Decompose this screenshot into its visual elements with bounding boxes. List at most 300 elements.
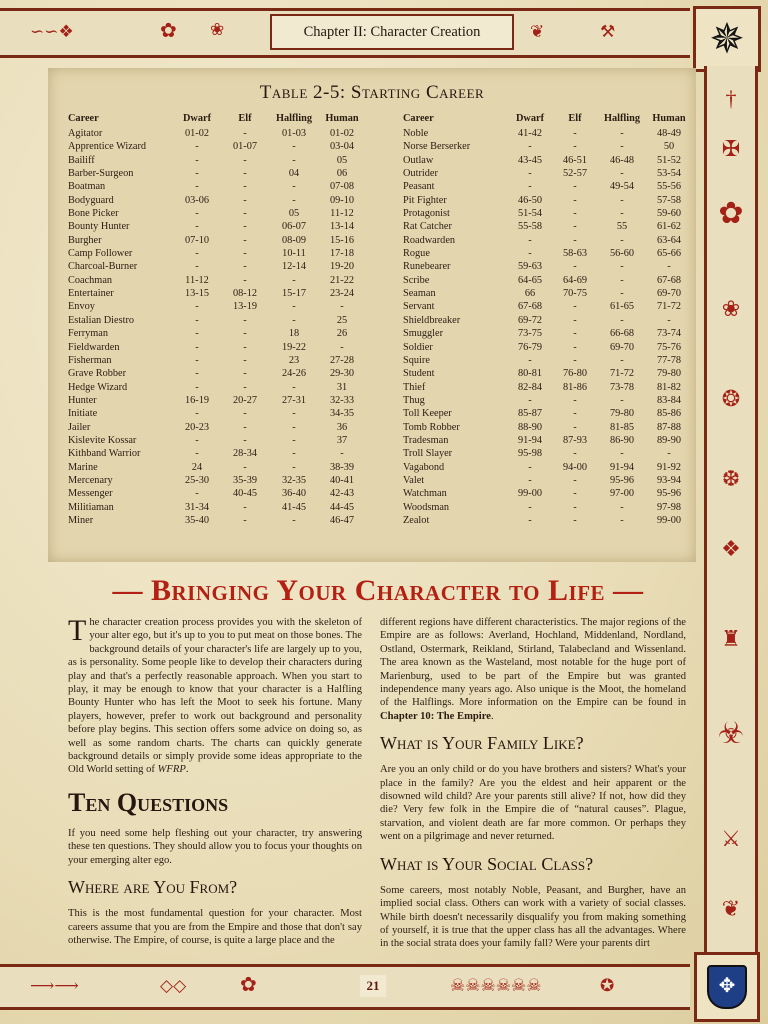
page-number: 21 xyxy=(360,975,386,997)
career-name-cell: Shieldbreaker xyxy=(403,314,461,326)
roll-range-cell: - xyxy=(195,408,199,420)
table-row xyxy=(403,140,691,153)
table-row xyxy=(403,394,691,407)
table-row xyxy=(403,194,691,207)
roll-range-cell: - xyxy=(573,354,577,366)
roll-range-cell: 66 xyxy=(524,288,536,300)
roll-range-cell: 26 xyxy=(336,328,348,340)
roll-range-cell: - xyxy=(573,394,577,406)
table-row xyxy=(68,260,364,273)
roll-range-cell: 81-85 xyxy=(609,421,635,433)
wheel-ornament-icon: ✪ xyxy=(600,976,615,995)
career-name-cell: Squire xyxy=(403,354,430,366)
dagger-ornament-icon: † xyxy=(725,86,737,111)
roll-range-cell: 25-30 xyxy=(184,474,210,486)
roll-range-cell: 37 xyxy=(336,434,348,446)
career-name-cell: Outlaw xyxy=(403,154,434,166)
roll-range-cell: - xyxy=(195,368,199,380)
roll-range-cell: 42-43 xyxy=(329,488,355,500)
regions-text: different regions have different characteristics. The major regions of the Empire are as follows: Averland, Hochland, Middenland, Nordland, Ostland, Ostermark, Reikland, Stirland, Talabecland and Wissenland. The area known as the Wasteland, most notable for the huge port of Marienburg, used to be part of the Empire but was granted independence many years ago. Also unique is the Moot, the homeland of the Halflings. More information on the Empire can be found in xyxy=(380,617,686,709)
roll-range-cell: 13-15 xyxy=(184,288,210,300)
column-header: Human xyxy=(652,113,686,124)
roll-range-cell: 07-10 xyxy=(184,234,210,246)
roll-range-cell: 51-52 xyxy=(656,154,682,166)
roll-range-cell: - xyxy=(573,261,577,273)
shield-crest-icon: ✥ xyxy=(707,965,747,1009)
roll-range-cell: - xyxy=(243,421,247,433)
column-header: Dwarf xyxy=(182,113,212,124)
career-name-cell: Initiate xyxy=(68,408,98,420)
career-name-cell: Barber-Surgeon xyxy=(68,168,134,180)
roll-range-cell: 49-54 xyxy=(609,181,635,193)
table-row xyxy=(403,474,691,487)
where-heading: Where are You From? xyxy=(68,877,238,898)
roll-range-cell: 32-35 xyxy=(281,474,307,486)
goblet-ornament-icon: ❦ xyxy=(530,22,545,41)
table-title: Table 2-5: Starting Career xyxy=(259,82,485,103)
roll-range-cell: 99-00 xyxy=(517,488,543,500)
table-row xyxy=(68,220,364,233)
table-row xyxy=(68,207,364,220)
roll-range-cell: 51-54 xyxy=(517,208,543,220)
table-row xyxy=(403,300,691,313)
career-name-cell: Seaman xyxy=(403,288,436,300)
career-name-cell: Envoy xyxy=(68,301,95,313)
roll-range-cell: - xyxy=(195,434,199,446)
roll-range-cell: - xyxy=(195,141,199,153)
career-name-cell: Smuggler xyxy=(403,328,444,340)
table-row xyxy=(403,487,691,500)
roll-range-cell: 77-78 xyxy=(656,354,682,366)
table-row xyxy=(403,354,691,367)
roll-range-cell: 13-19 xyxy=(232,301,258,313)
roll-range-cell: 29-30 xyxy=(329,368,355,380)
roll-range-cell: - xyxy=(573,328,577,340)
chapter-title: Chapter II: Character Creation xyxy=(270,14,514,50)
roll-range-cell: 97-98 xyxy=(656,501,682,513)
roll-range-cell: 07-08 xyxy=(329,181,355,193)
roll-range-cell: 59-60 xyxy=(656,208,682,220)
roll-range-cell: - xyxy=(195,314,199,326)
roll-range-cell: - xyxy=(243,341,247,353)
table-row xyxy=(403,260,691,273)
career-name-cell: Vagabond xyxy=(403,461,445,473)
table-row xyxy=(403,154,691,167)
bottom-border-band xyxy=(0,964,690,1010)
roll-range-cell: 55-58 xyxy=(517,221,543,233)
career-name-cell: Soldier xyxy=(403,341,433,353)
roll-range-cell: 20-23 xyxy=(184,421,210,433)
table-row xyxy=(403,287,691,300)
roll-range-cell: 06-07 xyxy=(281,221,307,233)
table-row xyxy=(68,140,364,153)
career-name-cell: Woodsman xyxy=(403,501,450,513)
roll-range-cell: - xyxy=(528,234,532,246)
drop-cap: T xyxy=(68,614,87,647)
career-name-cell: Bounty Hunter xyxy=(68,221,130,233)
roll-range-cell: 91-92 xyxy=(656,461,682,473)
roll-range-cell: 79-80 xyxy=(609,408,635,420)
table-row xyxy=(68,341,364,354)
roll-range-cell: - xyxy=(528,514,532,526)
roll-range-cell: 52-57 xyxy=(562,168,588,180)
career-name-cell: Student xyxy=(403,368,435,380)
roll-range-cell: 31 xyxy=(336,381,348,393)
roll-range-cell: - xyxy=(195,448,199,460)
roll-range-cell: 73-74 xyxy=(656,328,682,340)
career-name-cell: Scribe xyxy=(403,274,430,286)
table-row xyxy=(68,367,364,380)
right-text-column xyxy=(380,616,686,951)
roll-range-cell: - xyxy=(292,194,296,206)
roll-range-cell: - xyxy=(195,488,199,500)
career-name-cell: Burgher xyxy=(68,234,102,246)
roll-range-cell: 99-00 xyxy=(656,514,682,526)
roll-range-cell: 69-72 xyxy=(517,314,543,326)
roll-range-cell: - xyxy=(573,194,577,206)
roll-range-cell: 91-94 xyxy=(517,434,543,446)
roll-range-cell: 35-39 xyxy=(232,474,258,486)
roll-range-cell: - xyxy=(243,408,247,420)
roll-range-cell: 21-22 xyxy=(329,274,355,286)
roll-range-cell: 71-72 xyxy=(609,368,635,380)
roll-range-cell: - xyxy=(528,248,532,260)
regions-end: . xyxy=(490,710,494,722)
roll-range-cell: - xyxy=(620,261,624,273)
career-name-cell: Camp Follower xyxy=(68,248,133,260)
roll-range-cell: 23-24 xyxy=(329,288,355,300)
table-row xyxy=(403,167,691,180)
roll-range-cell: - xyxy=(243,128,247,139)
roll-range-cell: 18 xyxy=(288,328,300,340)
roll-range-cell: 75-76 xyxy=(656,341,682,353)
roll-range-cell: - xyxy=(243,368,247,380)
roll-range-cell: - xyxy=(292,181,296,193)
table-row xyxy=(403,274,691,287)
roll-range-cell: - xyxy=(340,301,344,313)
roll-range-cell: 46-47 xyxy=(329,514,355,526)
table-row xyxy=(68,180,364,193)
scroll-ornament-icon: ❦ xyxy=(721,896,741,921)
career-table-right xyxy=(403,110,691,527)
roll-range-cell: 97-00 xyxy=(609,488,635,500)
roll-range-cell: 12-14 xyxy=(281,261,307,273)
career-name-cell: Estalian Diestro xyxy=(68,314,135,326)
table-row xyxy=(68,421,364,434)
roll-range-cell: 38-39 xyxy=(329,461,355,473)
roll-range-cell: - xyxy=(243,514,247,526)
table-row xyxy=(403,421,691,434)
roll-range-cell: - xyxy=(620,501,624,513)
roll-range-cell: - xyxy=(195,221,199,233)
roll-range-cell: 55 xyxy=(616,221,628,233)
roll-range-cell: - xyxy=(573,221,577,233)
demon-ornament-icon: ☣ xyxy=(717,717,745,750)
roll-range-cell: 25 xyxy=(336,314,348,326)
roll-range-cell: 46-48 xyxy=(609,154,635,166)
dragon-ornament-icon: ✿ xyxy=(160,20,177,42)
roll-range-cell: - xyxy=(243,248,247,260)
career-name-cell: Kithband Warrior xyxy=(68,448,141,460)
career-name-cell: Grave Robber xyxy=(68,368,127,380)
roll-range-cell: 88-90 xyxy=(517,421,543,433)
roll-range-cell: 01-02 xyxy=(329,128,355,139)
roll-range-cell: - xyxy=(620,514,624,526)
roll-range-cell: 15-17 xyxy=(281,288,307,300)
career-name-cell: Protagonist xyxy=(403,208,450,220)
table-row xyxy=(68,167,364,180)
roll-range-cell: 66-68 xyxy=(609,328,635,340)
roll-range-cell: - xyxy=(243,181,247,193)
right-border-band xyxy=(704,66,758,954)
roll-range-cell: - xyxy=(243,221,247,233)
roll-range-cell: - xyxy=(620,168,624,180)
heraldic-shield-icon xyxy=(694,952,760,1022)
table-row xyxy=(68,381,364,394)
shield-ornament-icon: ❖ xyxy=(721,536,741,561)
roll-range-cell: - xyxy=(243,328,247,340)
table-row xyxy=(403,341,691,354)
table-row xyxy=(68,247,364,260)
where-paragraph: This is the most fundamental question for your character. Most careers assume that you are from the Empire and those that don't say otherwise. The Empire, of course, is quite a large place and the xyxy=(68,908,362,946)
intro-italic: WFRP xyxy=(157,764,186,776)
roll-range-cell: - xyxy=(528,501,532,513)
roll-range-cell: 28-34 xyxy=(232,448,258,460)
roll-range-cell: 01-03 xyxy=(281,128,307,139)
roll-range-cell: 58-63 xyxy=(562,248,588,260)
table-row xyxy=(68,314,364,327)
cross-ornament-icon: ✠ xyxy=(721,136,741,161)
roll-range-cell: 50 xyxy=(663,141,675,153)
roll-range-cell: 27-31 xyxy=(281,394,307,406)
roll-range-cell: 55-56 xyxy=(656,181,682,193)
bone-ornament-icon: ❀ xyxy=(210,20,225,39)
roll-range-cell: - xyxy=(620,288,624,300)
roll-range-cell: - xyxy=(195,208,199,220)
roll-range-cell: 35-40 xyxy=(184,514,210,526)
roll-range-cell: 08-12 xyxy=(232,288,258,300)
roll-range-cell: 03-04 xyxy=(329,141,355,153)
roll-range-cell: - xyxy=(243,261,247,273)
dragon-ornament-icon: ✿ xyxy=(718,197,744,230)
career-name-cell: Fieldwarden xyxy=(68,341,120,353)
roll-range-cell: - xyxy=(243,274,247,286)
career-name-cell: Apprentice Wizard xyxy=(68,141,147,153)
career-name-cell: Ferryman xyxy=(68,328,109,340)
roll-range-cell: 87-93 xyxy=(562,434,588,446)
roll-range-cell: 86-90 xyxy=(609,434,635,446)
roll-range-cell: - xyxy=(573,234,577,246)
roll-range-cell: 95-96 xyxy=(609,474,635,486)
career-name-cell: Servant xyxy=(403,301,435,313)
table-row xyxy=(68,474,364,487)
roll-range-cell: - xyxy=(528,474,532,486)
roll-range-cell: - xyxy=(573,141,577,153)
table-row xyxy=(403,367,691,380)
column-header: Halfling xyxy=(603,113,641,124)
roll-range-cell: 61-65 xyxy=(609,301,635,313)
roll-range-cell: 69-70 xyxy=(609,341,635,353)
career-name-cell: Agitator xyxy=(68,128,103,139)
roll-range-cell: - xyxy=(195,301,199,313)
career-name-cell: Bone Picker xyxy=(68,208,119,220)
family-paragraph: Are you an only child or do you have brothers and sisters? What's your place in the family? Are you the eldest and heir apparent or the disowned wild child? Are your parents still alive? If not, how did they die? Very few folk in the Empire die of “natural causes”. Plague, starvation, and violent death are far more common. Or perhaps they went on a pilgrimage and never returned. xyxy=(380,764,686,843)
roll-range-cell: 10-11 xyxy=(282,248,306,260)
table-row xyxy=(403,461,691,474)
career-name-cell: Messenger xyxy=(68,488,113,500)
roll-range-cell: - xyxy=(195,381,199,393)
roll-range-cell: - xyxy=(195,248,199,260)
career-name-cell: Rogue xyxy=(403,248,430,260)
roll-range-cell: 61-62 xyxy=(656,221,682,233)
table-row xyxy=(68,327,364,340)
arrows-ornament-icon: ⟶⟶ xyxy=(30,976,79,995)
roll-range-cell: - xyxy=(620,234,624,246)
chaos-star-icon: ✵ xyxy=(693,6,761,72)
roll-range-cell: - xyxy=(528,168,532,180)
roll-range-cell: 70-75 xyxy=(562,288,588,300)
career-name-cell: Coachman xyxy=(68,274,113,286)
table-row xyxy=(403,514,691,527)
roll-range-cell: 19-22 xyxy=(281,341,307,353)
table-header-row xyxy=(68,110,364,127)
roll-range-cell: - xyxy=(620,314,624,326)
roll-range-cell: - xyxy=(292,314,296,326)
roll-range-cell: - xyxy=(243,501,247,513)
roll-range-cell: - xyxy=(667,448,671,460)
roll-range-cell: - xyxy=(195,181,199,193)
roll-range-cell: 94-00 xyxy=(562,461,588,473)
section-headline: — Bringing Your Character to Life — xyxy=(112,574,644,607)
roll-range-cell: 01-07 xyxy=(232,141,258,153)
roll-range-cell: - xyxy=(573,314,577,326)
fish-ornament-icon: ❆ xyxy=(721,466,741,491)
roll-range-cell: 11-12 xyxy=(330,208,354,220)
roll-range-cell: - xyxy=(573,474,577,486)
roll-range-cell: 91-94 xyxy=(609,461,635,473)
career-name-cell: Fisherman xyxy=(68,354,112,366)
ten-questions-paragraph: If you need some help fleshing out your character, try answering these ten questions. They should allow you to focus your thoughts on your emerging alter ego. xyxy=(68,827,362,866)
roll-range-cell: - xyxy=(620,128,624,139)
roll-range-cell: - xyxy=(528,354,532,366)
table-row xyxy=(403,314,691,327)
roll-range-cell: 71-72 xyxy=(656,301,682,313)
roll-range-cell: - xyxy=(573,421,577,433)
table-row xyxy=(68,407,364,420)
roll-range-cell: - xyxy=(243,434,247,446)
roll-range-cell: - xyxy=(243,354,247,366)
table-row xyxy=(68,354,364,367)
roll-range-cell: - xyxy=(243,234,247,246)
table-header-row xyxy=(403,110,691,127)
roll-range-cell: 95-98 xyxy=(517,448,543,460)
roll-range-cell: 16-19 xyxy=(184,394,210,406)
roll-range-cell: - xyxy=(620,394,624,406)
career-name-cell: Peasant xyxy=(403,181,435,193)
career-name-cell: Runebearer xyxy=(403,261,451,273)
roll-range-cell: - xyxy=(620,354,624,366)
roll-range-cell: 76-80 xyxy=(562,368,588,380)
roll-range-cell: 76-79 xyxy=(517,341,543,353)
career-name-cell: Outrider xyxy=(403,168,438,180)
roll-range-cell: 83-84 xyxy=(656,394,682,406)
roll-range-cell: 24 xyxy=(191,461,203,473)
table-row xyxy=(68,394,364,407)
table-row xyxy=(403,407,691,420)
table-row xyxy=(68,234,364,247)
career-name-cell: Watchman xyxy=(403,488,447,500)
career-name-cell: Militiaman xyxy=(68,501,114,513)
diamond-ornament-icon: ◇◇ xyxy=(160,976,187,995)
intro-end: . xyxy=(185,764,189,776)
career-name-cell: Hunter xyxy=(68,394,97,406)
table-row xyxy=(68,154,364,167)
column-header: Elf xyxy=(238,113,252,124)
axe-ornament-icon: ⚒ xyxy=(600,22,616,41)
career-name-cell: Mercenary xyxy=(68,474,113,486)
table-row xyxy=(403,220,691,233)
career-name-cell: Hedge Wizard xyxy=(68,381,128,393)
roll-range-cell: 08-09 xyxy=(281,234,307,246)
roll-range-cell: - xyxy=(573,208,577,220)
roll-range-cell: 46-50 xyxy=(517,194,543,206)
roll-range-cell: - xyxy=(195,328,199,340)
table-row xyxy=(68,514,364,527)
column-header: Career xyxy=(68,113,99,124)
roll-range-cell: 24-26 xyxy=(281,368,307,380)
career-name-cell: Rat Catcher xyxy=(403,221,452,233)
roll-range-cell: 81-86 xyxy=(562,381,588,393)
intro-text: he character creation process provides you with the skeleton of your alter ego, but it's up to you to put meat on those bones. The background details of your character's life are largely up to you, as is personality. Some people like to develop their characters during play and that's a perfectly reasonable approach. When you start to play, it may be enough to know that your character is a Halfling Bounty Hunter who has left the Moot to seek his fortune. Many players, however, prefer to work out background and personality before play begins. This section offers some advice on doing so, as well as some random charts. The charts can quickly generate background details or simply provide some ideas appropriate to the Old World setting of xyxy=(68,617,362,776)
roll-range-cell: - xyxy=(528,181,532,193)
roll-range-cell: - xyxy=(243,461,247,473)
roll-range-cell: - xyxy=(573,488,577,500)
ten-questions-heading: Ten Questions xyxy=(68,787,229,817)
roll-range-cell: 73-78 xyxy=(609,381,635,393)
roll-range-cell: - xyxy=(573,501,577,513)
roll-range-cell: - xyxy=(573,341,577,353)
roll-range-cell: 43-45 xyxy=(517,154,543,166)
chapter-reference: Chapter 10: The Empire xyxy=(380,710,491,722)
top-border-band xyxy=(0,8,690,58)
roll-range-cell: - xyxy=(292,381,296,393)
regions-paragraph xyxy=(380,616,686,723)
roll-range-cell: - xyxy=(667,261,671,273)
roll-range-cell: - xyxy=(667,314,671,326)
roll-range-cell: 85-87 xyxy=(517,408,543,420)
column-header: Human xyxy=(325,113,359,124)
table-row xyxy=(68,274,364,287)
roll-range-cell: 87-88 xyxy=(656,421,682,433)
career-name-cell: Toll Keeper xyxy=(403,408,452,420)
table-row xyxy=(68,461,364,474)
career-name-cell: Charcoal-Burner xyxy=(68,261,138,273)
roll-range-cell: 63-64 xyxy=(656,234,682,246)
roll-range-cell: 67-68 xyxy=(517,301,543,313)
family-heading: What is Your Family Like? xyxy=(380,733,584,754)
starting-career-table-panel xyxy=(48,68,696,562)
roll-range-cell: - xyxy=(620,448,624,460)
roll-range-cell: 11-12 xyxy=(185,274,209,286)
scroll-ornament-icon: ∽∽❖ xyxy=(30,22,74,41)
roll-range-cell: 57-58 xyxy=(656,194,682,206)
roll-range-cell: - xyxy=(243,381,247,393)
roll-range-cell: - xyxy=(573,128,577,139)
career-name-cell: Entertainer xyxy=(68,288,114,300)
roll-range-cell: - xyxy=(292,461,296,473)
table-row xyxy=(403,247,691,260)
roll-range-cell: - xyxy=(195,261,199,273)
